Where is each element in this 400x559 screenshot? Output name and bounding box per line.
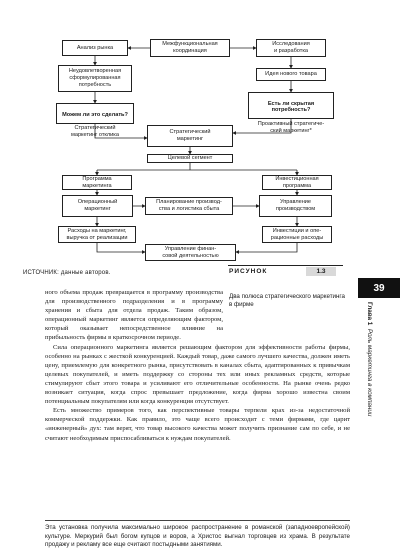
node-marketing-program: Программа маркетинга (62, 175, 132, 190)
figure-source (23, 270, 111, 276)
running-head-chapter: Глава 1 (366, 302, 373, 326)
source-text: данные авторов. (60, 270, 111, 276)
running-head-title: Роль маркетинга в компании (366, 328, 373, 417)
figure-number: 1.3 (306, 267, 336, 276)
node-investment-program: Инвестиционная программа (262, 175, 332, 190)
node-production-management: Управление производством (259, 195, 332, 217)
note-proactive-strategic-marketing: Проактивный стратегиче- ский маркетинг* (257, 120, 325, 134)
paragraph-3: Есть множество примеров того, как перспективные товары терпели крах из-за недостаточной коммерческой поддержки. Как правило, это чаще всего происходит с теми фирмами, где царит «инженерный» дух: там верят, что товар высокого качества может получить признание сам по себе, и не считают необходимым приспосабливаться к нуждам покупателей. (45, 407, 350, 442)
page-number: 39 (358, 278, 400, 298)
question-hidden-need: Есть ли скрытая потребность? (267, 100, 315, 114)
paragraph-2: Сила операционного маркетинга является решающим фактором для эффективности работы фирмы, особенно на рынках с жесткой конкуренцией. Каждый товар, даже самого лучшего качества, должен иметь цену, приемлемую для конкретного рынка, присутствовать в каналах сбыта, адаптированных к привычкам целевых покупателей, и иметь поддержку со стороны тех или иных рекламных средств, которые стимулируют сбыт этого товара и усиливают его отличительные особенности. На рынке очень редко возникает ситуация, когда спрос превышает предложение, когда фирма хорошо известна своим потенциальным покупателям или когда конкуренция отсутствует. (45, 343, 350, 406)
note-responsive-strategic-marketing: Стратегический маркетинг отклика (70, 125, 119, 138)
node-market-analysis: Анализ рынка (62, 40, 128, 56)
node-production-planning: Планирование производ- ства и логистика сбыта (145, 197, 233, 215)
node-research-development: Исследования и разработка (256, 39, 326, 57)
body-text (45, 288, 350, 443)
running-head (363, 302, 375, 442)
figure-rule (228, 265, 343, 266)
node-unmet-need: Неудовлетворенная сформулированная потребность (58, 65, 132, 92)
source-label: ИСТОЧНИК: (23, 270, 59, 276)
paragraph-1: ного объема продаж превращается в программу производства для производственного подразделения и в программу хранения и сбыта для отдела продаж. Таким образом, операционный маркетинг является определяющим фактором, который оказывает непосредственное влияние на прибыльность фирмы в краткосрочном периоде. (45, 289, 223, 342)
node-new-product-idea: Идея нового товара (256, 68, 326, 81)
node-marketing-expenses: Расходы на маркетинг, выручка от реализации (58, 226, 136, 243)
node-operational-marketing: Операционный маркетинг (62, 195, 133, 217)
figure-label: РИСУНОК (229, 268, 268, 275)
node-hidden-need (248, 92, 334, 134)
node-cross-functional: Межфункциональная координация (150, 39, 230, 57)
figure-caption: Два полюса стратегического маркетинга в фирме (229, 293, 345, 308)
footnote: Эта установка получила максимально широкое распространение в романской (западноевропейской) культуре. Меркурий был богом купцов и воров, а Христос выгнал торговцев из храма. В результате продажу и рекламу все еще считают постыдными занятиями. (45, 520, 350, 550)
node-can-we-do (56, 103, 134, 138)
question-can-we-do: Можем ли это сделать? (62, 111, 128, 118)
node-target-segment: Целевой сегмент (147, 154, 233, 163)
node-strategic-marketing: Стратегический маркетинг (147, 125, 233, 147)
node-investment-expenses: Инвестиции и опе- рационные расходы (262, 226, 332, 243)
node-finance-management: Управление финан- совой деятельностью (145, 244, 236, 261)
